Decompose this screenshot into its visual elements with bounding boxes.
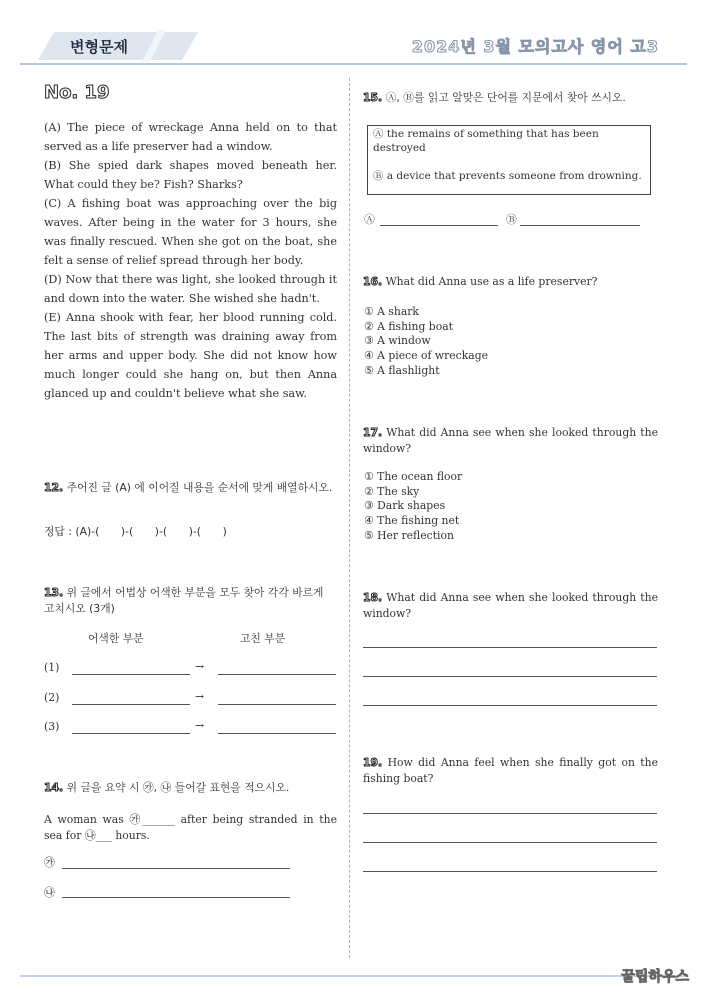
blank-b-line[interactable] [62, 897, 290, 898]
question-19 [363, 755, 658, 787]
passage [44, 118, 337, 403]
question-12-text: 주어진 글 (A) 에 이어질 내용을 순서에 맞게 배열하시오. [66, 481, 333, 494]
answer-line-18-2[interactable] [363, 676, 657, 677]
passage-paragraph-e: (E) Anna shook with fear, her blood running cold. The last bits of strength was draining away from her arms and upper body. She did not know how much longer could she hang on, but then Anna glanced up and couldn't believe what she saw. [44, 311, 337, 400]
option[interactable]: ③ A window [364, 334, 431, 348]
row-3-fixed-blank[interactable] [218, 733, 336, 734]
question-13 [44, 585, 337, 617]
row-1-label: (1) [44, 661, 60, 674]
row-1-arrow: → [195, 660, 205, 673]
answer-a-line[interactable] [380, 225, 498, 226]
question-14-text: 위 글을 요약 시 ㉮, ㉯ 들어갈 표현을 적으시오. [66, 781, 290, 794]
answer-a-label: Ⓐ [364, 213, 375, 226]
blank-a-line[interactable] [62, 868, 290, 869]
question-19-text: How did Anna feel when she finally got on the fishing boat? [363, 756, 658, 785]
blank-a-label: ㉮ [44, 856, 55, 869]
row-3-label: (3) [44, 720, 60, 733]
row-3-wrong-blank[interactable] [72, 733, 190, 734]
question-14-summary: A woman was ㉮______ after being stranded in the sea for ㉯___ hours. [44, 813, 337, 842]
header-rule [20, 63, 687, 65]
passage-paragraph-a: (A) The piece of wreckage Anna held on to that served as a life preserver had a window. [44, 121, 337, 153]
row-2-arrow: → [195, 690, 205, 703]
row-1-wrong-blank[interactable] [72, 674, 190, 675]
question-16-text: What did Anna use as a life preserver? [385, 275, 598, 288]
question-16-number: 16. [363, 275, 383, 288]
blank-b-label: ㉯ [44, 886, 55, 899]
passage-paragraph-b: (B) She spied dark shapes moved beneath her. What could they be? Fish? Sharks? [44, 159, 337, 191]
question-18-number: 18. [363, 591, 383, 604]
question-12-answer: 정답 : (A)-( )-( )-( )-( ) [44, 525, 227, 538]
footer-rule [20, 975, 687, 977]
option[interactable]: ⑤ A flashlight [364, 363, 440, 377]
column-fixed-label: 고친 부분 [240, 632, 286, 645]
definition-b: Ⓑ a device that prevents someone from drowning. [373, 170, 642, 182]
option[interactable]: ⑤ Her reflection [364, 528, 454, 542]
passage-paragraph-c: (C) A fishing boat was approaching over the big waves. After being in the water for 3 hours, she was finally rescued. When she got on the boat, she felt a sense of relief spread through her body. [44, 197, 337, 267]
row-3-arrow: → [195, 719, 205, 732]
question-17-number: 17. [363, 426, 383, 439]
footer-brand-logo: 꿀팁하우스 [621, 969, 689, 985]
passage-paragraph-d: (D) Now that there was light, she looked through it and down into the water. She wished she hadn't. [44, 273, 337, 305]
option[interactable]: ① The ocean floor [364, 470, 463, 483]
question-17 [363, 425, 658, 457]
option[interactable]: ① A shark [364, 305, 419, 318]
answer-line-18-1[interactable] [363, 647, 657, 648]
question-12 [44, 478, 337, 497]
option[interactable]: ④ A piece of wreckage [364, 349, 489, 363]
question-13-number: 13. [44, 586, 64, 599]
question-17-text: What did Anna see when she looked through the window? [363, 426, 658, 455]
column-wrong-label: 어색한 부분 [88, 632, 144, 645]
header-tab-label: 변형문제 [70, 38, 128, 56]
exam-title: 2024년 3월 모의고사 영어 고3 [411, 37, 659, 56]
option[interactable]: ③ Dark shapes [364, 499, 446, 513]
definition-a: Ⓐ the remains of something that has been destroyed [373, 128, 599, 154]
question-13-text: 위 글에서 어법상 어색한 부분을 모두 찾아 각각 바르게 고치시오 (3개) [44, 586, 324, 615]
column-divider [349, 78, 350, 958]
question-17-options [364, 470, 462, 544]
row-2-label: (2) [44, 691, 60, 704]
answer-line-18-3[interactable] [363, 705, 657, 706]
row-1-fixed-blank[interactable] [218, 674, 336, 675]
row-2-fixed-blank[interactable] [218, 704, 336, 705]
answer-line-19-3[interactable] [363, 871, 657, 872]
question-16 [363, 274, 658, 290]
question-19-number: 19. [363, 756, 383, 769]
option[interactable]: ② A fishing boat [364, 319, 453, 333]
answer-b-label: Ⓑ [506, 213, 517, 226]
definition-box [367, 125, 651, 195]
question-14-number: 14. [44, 781, 64, 794]
question-15 [363, 90, 663, 106]
option[interactable]: ② The sky [364, 484, 420, 498]
question-16-options [364, 305, 488, 379]
answer-line-19-1[interactable] [363, 813, 657, 814]
question-15-text: Ⓐ, Ⓑ를 읽고 알맞은 단어를 지문에서 찾아 쓰시오. [385, 91, 626, 104]
problem-number: No. 19 [44, 82, 110, 103]
question-12-number: 12. [44, 481, 64, 494]
question-18 [363, 590, 658, 622]
option[interactable]: ④ The fishing net [364, 514, 460, 528]
answer-b-line[interactable] [520, 225, 640, 226]
question-15-number: 15. [363, 91, 383, 104]
question-18-text: What did Anna see when she looked through the window? [363, 591, 658, 620]
question-14 [44, 780, 337, 796]
row-2-wrong-blank[interactable] [72, 704, 190, 705]
answer-line-19-2[interactable] [363, 842, 657, 843]
